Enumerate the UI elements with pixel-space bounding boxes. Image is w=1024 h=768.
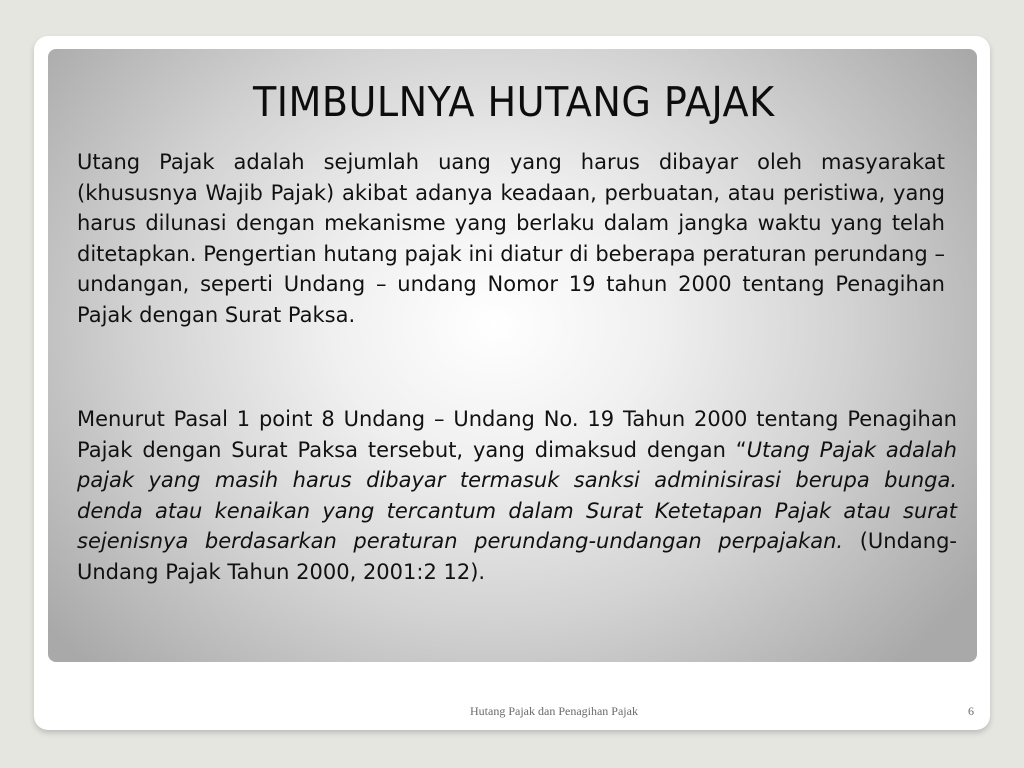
- slide-title: TIMBULNYA HUTANG PAJAK: [253, 78, 775, 126]
- footer-title: Hutang Pajak dan Penagihan Pajak: [470, 704, 638, 718]
- page-number: 6: [968, 704, 974, 718]
- paragraph-definition: Utang Pajak adalah sejumlah uang yang harus dibayar oleh masyarakat (khususnya Wajib Pajak) akibat adanya keadaan, perbuatan, atau peristiwa, yang harus dilunasi dengan mekanisme yang berlaku dalam jangka waktu yang telah ditetapkan. Pengertian hutang pajak ini diatur di beberapa peraturan perundang – undangan, seperti Undang – undang Nomor 19 tahun 2000 tentang Penagihan Pajak dengan Surat Paksa.: [77, 150, 945, 327]
- paragraph-intro: Menurut Pasal 1 point 8 Undang – Undang No. 19 Tahun 2000 tentang Penagihan Pajak dengan Surat Paksa tersebut, yang dimaksud dengan “: [77, 407, 957, 462]
- quoted-definition: Utang Pajak adalah pajak yang masih harus dibayar termasuk sanksi adminisirasi berupa bunga. denda atau kenaikan yang tercantum dalam Surat Ketetapan Pajak atau surat sejenisnya berdasarkan peraturan perundang-undangan perpajakan.: [77, 437, 957, 553]
- paragraph-legal-basis: [77, 404, 957, 587]
- slide-frame: [34, 36, 990, 730]
- content-panel: [48, 49, 977, 662]
- citation: (Undang-Undang Pajak Tahun 2000, 2001:2 12).: [77, 529, 957, 584]
